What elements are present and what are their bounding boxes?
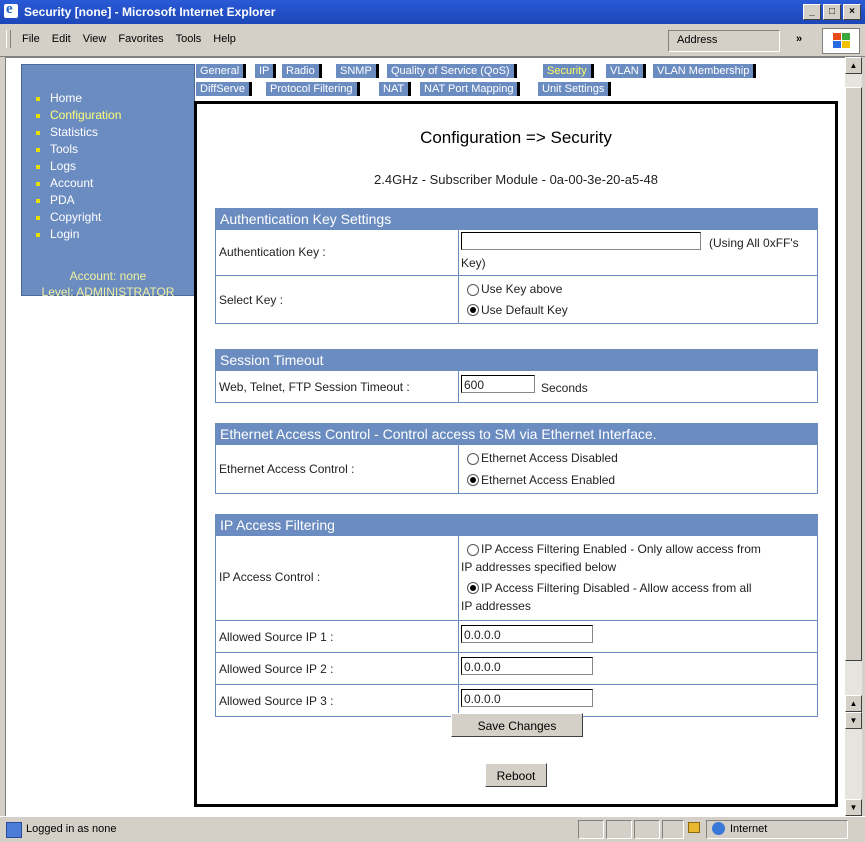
ip-filter-disabled-label-cont: IP addresses [461, 599, 531, 613]
sidebar-item-configuration[interactable]: Configuration [50, 108, 122, 122]
tab-diffserve[interactable]: DiffServe [196, 82, 252, 96]
vertical-scrollbar[interactable] [845, 57, 862, 816]
tab-protocol-filtering[interactable]: Protocol Filtering [266, 82, 360, 96]
session-timeout-header: Session Timeout [220, 352, 324, 368]
toolbar-grip[interactable] [6, 30, 11, 48]
allowed-ip-3-row [216, 684, 817, 716]
status-cell-4 [662, 820, 684, 839]
menu-help[interactable]: Help [213, 33, 236, 45]
title-bar [0, 0, 865, 24]
tab-nat-port-mapping[interactable]: NAT Port Mapping [420, 82, 520, 96]
tab-qos[interactable]: Quality of Service (QoS) [387, 64, 517, 78]
session-timeout-input[interactable]: 600 [461, 375, 535, 393]
sidebar-item-account[interactable]: Account [50, 175, 121, 192]
sidebar-item-copyright[interactable]: Copyright [50, 209, 121, 226]
menu-favorites[interactable]: Favorites [118, 33, 164, 45]
scroll-down-button[interactable]: ▼ [845, 799, 862, 816]
tab-snmp[interactable]: SNMP [336, 64, 379, 78]
menu-edit[interactable]: Edit [51, 33, 71, 45]
ethernet-access-row [216, 444, 817, 493]
page-title: Configuration => Security [420, 128, 612, 147]
tab-radio[interactable]: Radio [282, 64, 322, 78]
session-timeout-section [215, 349, 818, 403]
allowed-ip-3-label: Allowed Source IP 3 : [219, 694, 334, 708]
session-timeout-row [216, 370, 817, 402]
ip-filter-enabled-label-cont: IP addresses specified below [461, 560, 617, 574]
address-label: Address [677, 34, 718, 46]
status-cell-3 [634, 820, 660, 839]
menu-file[interactable]: File [22, 33, 40, 45]
ethernet-access-header: Ethernet Access Control - Control access to SM via Ethernet Interface. [220, 426, 657, 442]
sidebar-item-tools[interactable]: Tools [50, 141, 121, 158]
ethernet-disabled-radio[interactable] [467, 453, 479, 465]
auth-key-header: Authentication Key Settings [220, 211, 392, 227]
browser-viewport [5, 57, 847, 818]
use-key-above-radio[interactable] [467, 284, 479, 296]
use-default-key-radio[interactable] [467, 304, 479, 316]
page-subtitle: 2.4GHz - Subscriber Module - 0a-00-3e-20-a5-48 [374, 172, 658, 187]
status-cell-2 [606, 820, 632, 839]
tab-general[interactable]: General [196, 64, 246, 78]
tab-unit-settings[interactable]: Unit Settings [538, 82, 611, 96]
toolbar-chevron[interactable]: » [796, 33, 803, 45]
ethernet-access-label: Ethernet Access Control : [219, 462, 355, 476]
sidebar-item-login[interactable]: Login [50, 226, 121, 243]
ip-access-control-row [216, 535, 817, 620]
session-timeout-label: Web, Telnet, FTP Session Timeout : [219, 380, 410, 394]
ip-filtering-header: IP Access Filtering [220, 517, 335, 533]
status-cell-1 [578, 820, 604, 839]
status-bar [0, 816, 865, 842]
use-key-above-label: Use Key above [481, 282, 563, 296]
internet-zone-icon [712, 822, 725, 835]
zone-cell [706, 820, 848, 839]
sidebar-nav [21, 64, 195, 299]
sidebar-item-statistics[interactable]: Statistics [50, 124, 121, 141]
select-key-row [216, 275, 817, 323]
ethernet-enabled-label: Ethernet Access Enabled [481, 473, 616, 487]
maximize-button[interactable]: □ [823, 4, 841, 20]
window-title: Security [none] - Microsoft Internet Explorer [24, 5, 276, 19]
allowed-ip-1-input[interactable]: 0.0.0.0 [461, 625, 593, 643]
scroll-page-button[interactable]: ▲ [845, 695, 862, 712]
ip-filter-disabled-label: IP Access Filtering Disabled - Allow access from all [481, 581, 752, 595]
menu-view[interactable]: View [82, 33, 107, 45]
sidebar-item-home[interactable]: Home [50, 90, 121, 107]
use-default-key-label: Use Default Key [481, 303, 568, 317]
ip-access-control-label: IP Access Control : [219, 570, 321, 584]
lock-icon [688, 822, 700, 833]
allowed-ip-2-label: Allowed Source IP 2 : [219, 662, 334, 676]
content-panel [194, 101, 838, 807]
sidebar-item-pda[interactable]: PDA [50, 192, 121, 209]
minimize-button[interactable]: _ [803, 4, 821, 20]
auth-key-note: (Using All 0xFF's [709, 236, 799, 250]
ip-filtering-section [215, 514, 818, 717]
tab-nat[interactable]: NAT [379, 82, 411, 96]
menu-tools[interactable]: Tools [175, 33, 202, 45]
allowed-ip-1-label: Allowed Source IP 1 : [219, 630, 334, 644]
auth-key-input[interactable] [461, 232, 701, 250]
ie-icon [4, 4, 18, 18]
scroll-page-down-button[interactable]: ▼ [845, 712, 862, 729]
tab-security[interactable]: Security [543, 64, 594, 78]
allowed-ip-3-input[interactable]: 0.0.0.0 [461, 689, 593, 707]
auth-key-section [215, 208, 818, 324]
tab-vlan[interactable]: VLAN [606, 64, 646, 78]
menu [22, 33, 248, 45]
allowed-ip-2-row [216, 652, 817, 684]
ip-filter-enabled-radio[interactable] [467, 544, 479, 556]
zone-label: Internet [730, 823, 768, 835]
page-icon [6, 822, 22, 838]
tab-vlan-membership[interactable]: VLAN Membership [653, 64, 756, 78]
allowed-ip-1-row [216, 620, 817, 652]
window-controls [803, 4, 861, 20]
scroll-up-button[interactable]: ▲ [845, 57, 862, 74]
scroll-thumb[interactable] [845, 87, 862, 661]
tab-ip[interactable]: IP [255, 64, 276, 78]
ethernet-access-section [215, 423, 818, 494]
ip-filter-disabled-radio[interactable] [467, 582, 479, 594]
level-status: Level: ADMINISTRATOR [41, 285, 175, 299]
auth-key-label: Authentication Key : [219, 245, 326, 259]
sidebar-item-logs[interactable]: Logs [50, 158, 121, 175]
ethernet-enabled-radio[interactable] [467, 474, 479, 486]
windows-logo-icon [822, 28, 860, 54]
session-timeout-unit: Seconds [541, 381, 588, 395]
reboot-button[interactable]: Reboot [485, 763, 547, 787]
menu-bar [0, 24, 865, 57]
ip-filter-enabled-label: IP Access Filtering Enabled - Only allow access from [481, 542, 761, 556]
status-text: Logged in as none [26, 823, 117, 835]
account-status: Account: none [69, 269, 147, 283]
allowed-ip-2-input[interactable]: 0.0.0.0 [461, 657, 593, 675]
auth-key-note-cont: Key) [461, 256, 486, 270]
auth-key-row [216, 229, 817, 275]
save-changes-button[interactable]: Save Changes [451, 713, 583, 737]
ethernet-disabled-label: Ethernet Access Disabled [481, 451, 618, 465]
address-bar[interactable] [668, 30, 780, 52]
close-button[interactable]: × [843, 4, 861, 20]
select-key-label: Select Key : [219, 293, 284, 307]
